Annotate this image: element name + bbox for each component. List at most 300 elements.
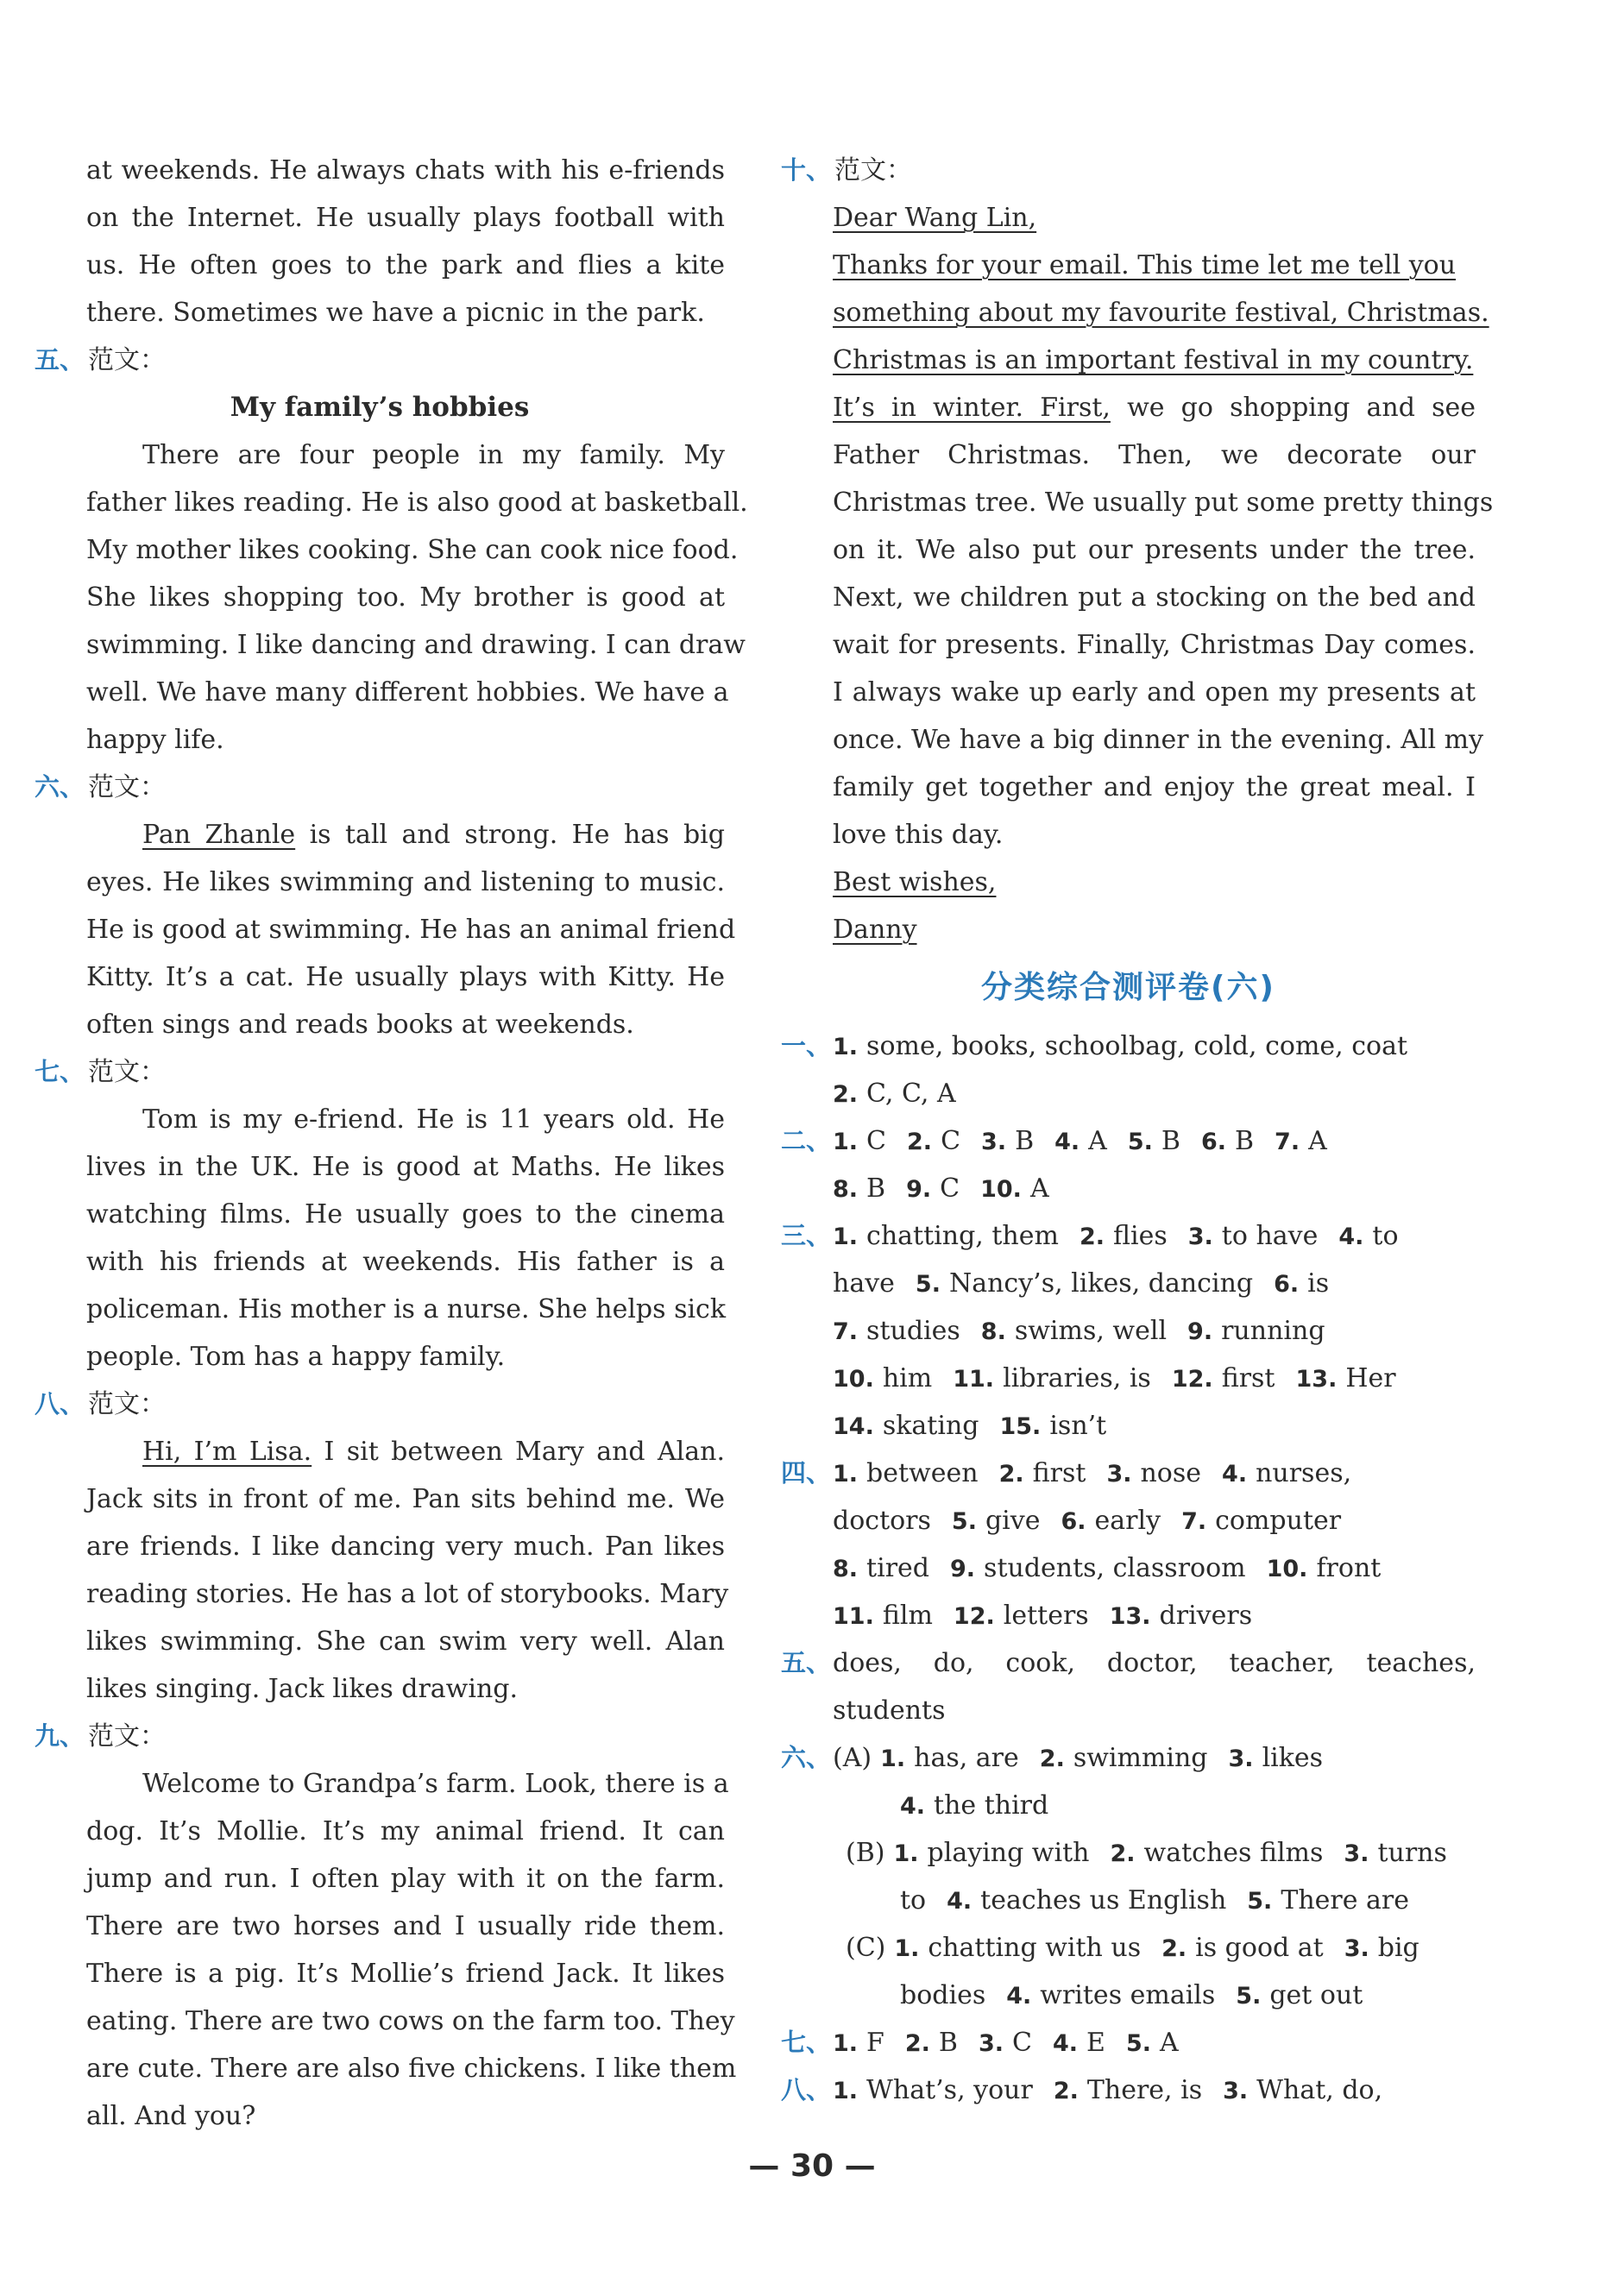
answer-line bbox=[781, 1260, 1476, 1307]
item-answer: writes emails bbox=[1040, 1980, 1216, 2010]
essay-line: He is good at swimming. He has an animal friend bbox=[86, 915, 736, 945]
item-answer: has, are bbox=[914, 1743, 1019, 1773]
item-number: 3. bbox=[981, 1129, 1007, 1155]
item-answer: early bbox=[1094, 1506, 1161, 1536]
q8-essay bbox=[35, 1475, 729, 1713]
answer-item bbox=[880, 1734, 1019, 1783]
item-number: 5. bbox=[1125, 2030, 1151, 2057]
item-number: 5. bbox=[1247, 1888, 1273, 1915]
answer-item bbox=[833, 1307, 960, 1356]
answer-item bbox=[1275, 1117, 1327, 1166]
answer-item bbox=[905, 2019, 958, 2067]
essay-line: us. He often goes to the park and flies a kite bbox=[86, 250, 725, 280]
q10-underlined-lines bbox=[781, 194, 1489, 384]
item-number: 1. bbox=[833, 1223, 859, 1250]
essay-line: There is a pig. It’s Mollie’s friend Jack. It likes bbox=[86, 1959, 725, 1989]
q7-essay bbox=[35, 1096, 725, 1381]
essay-line: people. Tom has a happy family. bbox=[86, 1342, 506, 1372]
answer-item bbox=[947, 1877, 1226, 1925]
item-answer: tired bbox=[866, 1553, 929, 1583]
answer-item bbox=[833, 1497, 931, 1544]
item-answer: film bbox=[882, 1601, 933, 1631]
page-number: — 30 — bbox=[748, 2148, 876, 2184]
item-number: 5. bbox=[915, 1271, 941, 1298]
item-number: 2. bbox=[1110, 1840, 1136, 1867]
item-number: 4. bbox=[1338, 1223, 1364, 1250]
item-answer: A bbox=[1159, 2028, 1179, 2058]
answer-line bbox=[781, 1165, 1476, 1212]
answer-item bbox=[1236, 1972, 1363, 2020]
answer-item bbox=[833, 1544, 929, 1593]
essay-line: Jack sits in front of me. Pan sits behind me. We bbox=[86, 1484, 725, 1514]
section-marker: 五、 bbox=[781, 1648, 832, 1677]
item-number: 3. bbox=[1344, 1840, 1369, 1867]
essay-line: eyes. He likes swimming and listening to music. bbox=[86, 867, 725, 897]
item-answer: B bbox=[866, 1173, 886, 1204]
answer-line bbox=[781, 1972, 1476, 2019]
q8-first-rest: I sit between Mary and Alan. bbox=[312, 1437, 725, 1467]
answer-item bbox=[1201, 1117, 1254, 1166]
q5-title: My family’s hobbies bbox=[230, 392, 530, 423]
part-label: (B) bbox=[846, 1838, 885, 1868]
answer-item bbox=[1274, 1260, 1329, 1308]
q10-first-line bbox=[781, 384, 1476, 431]
answer-item bbox=[1110, 1829, 1323, 1878]
q8-first-line bbox=[35, 1428, 725, 1475]
answer-item bbox=[833, 1592, 933, 1640]
answer-item bbox=[1296, 1355, 1396, 1403]
essay-line: likes swimming. She can swim very well. Alan bbox=[86, 1626, 725, 1657]
item-number: 2. bbox=[1079, 1223, 1105, 1250]
item-answer: E bbox=[1086, 2028, 1105, 2058]
item-number: 3. bbox=[1228, 1745, 1254, 1772]
answer-item bbox=[900, 1972, 985, 2019]
item-answer: There are bbox=[1281, 1885, 1410, 1915]
item-number: 9. bbox=[906, 1176, 932, 1203]
section-marker: 八、 bbox=[781, 2075, 832, 2104]
item-answer: chatting with us bbox=[928, 1933, 1142, 1963]
essay-line: family get together and enjoy the great meal. I bbox=[833, 772, 1476, 802]
sign-off: Best wishes, bbox=[833, 867, 997, 897]
underlined-text: something about my favourite festival, Christmas. bbox=[833, 298, 1489, 328]
essay-line: Christmas tree. We usually put some pretty things bbox=[833, 487, 1494, 518]
answer-line bbox=[781, 2019, 1476, 2066]
q10-first-rest: we go shopping and see bbox=[1110, 393, 1476, 423]
answer-item bbox=[833, 1070, 956, 1118]
answer-item bbox=[833, 1212, 1059, 1261]
item-answer: is bbox=[1307, 1268, 1330, 1299]
answer-line bbox=[781, 1307, 1476, 1355]
answer-item bbox=[1172, 1355, 1275, 1403]
item-number: 9. bbox=[950, 1556, 976, 1582]
item-number: 2. bbox=[1161, 1935, 1187, 1962]
answer-item bbox=[1040, 1734, 1208, 1783]
item-answer: swims, well bbox=[1014, 1316, 1168, 1346]
answer-item bbox=[981, 1117, 1034, 1166]
item-number: 2. bbox=[833, 1081, 859, 1108]
item-number: 1. bbox=[893, 1840, 919, 1867]
answer-item bbox=[833, 1165, 885, 1213]
essay-line: Father Christmas. Then, we decorate our bbox=[833, 440, 1476, 470]
answer-item bbox=[1106, 1450, 1201, 1498]
item-number: 4. bbox=[1054, 1129, 1080, 1155]
item-answer: front bbox=[1316, 1553, 1382, 1583]
answer-item bbox=[1006, 1972, 1215, 2020]
item-answer: give bbox=[985, 1506, 1041, 1536]
item-number: 8. bbox=[980, 1318, 1006, 1345]
item-answer: is good at bbox=[1195, 1933, 1324, 1963]
essay-line: all. And you? bbox=[86, 2101, 256, 2131]
item-answer: big bbox=[1377, 1933, 1419, 1963]
item-answer: What, do, bbox=[1256, 2075, 1383, 2105]
q9-label: 范文： bbox=[88, 1721, 166, 1752]
item-answer: libraries, is bbox=[1003, 1363, 1151, 1393]
item-answer: C bbox=[941, 1126, 961, 1156]
answer-line bbox=[781, 1544, 1476, 1592]
answer-item bbox=[900, 1782, 1048, 1830]
essay-line: reading stories. He has a lot of storybooks. Mary bbox=[86, 1579, 729, 1609]
answer-item bbox=[1061, 1497, 1161, 1545]
essay-line: policeman. His mother is a nurse. She helps sick bbox=[86, 1294, 727, 1324]
essay-line: likes singing. Jack likes drawing. bbox=[86, 1674, 519, 1704]
answer-item bbox=[833, 1117, 886, 1166]
item-number: 7. bbox=[1275, 1129, 1300, 1155]
item-number: 10. bbox=[1266, 1556, 1308, 1582]
section-marker: 七、 bbox=[781, 2028, 832, 2057]
answer-item bbox=[1181, 1497, 1341, 1545]
item-number: 4. bbox=[1222, 1461, 1248, 1488]
essay-line: well. We have many different hobbies. We have a bbox=[86, 677, 729, 708]
item-answer: skating bbox=[882, 1411, 979, 1441]
q6-essay bbox=[35, 859, 736, 1048]
essay-line: She likes shopping too. My brother is good at bbox=[86, 582, 725, 613]
essay-line: dog. It’s Mollie. It’s my animal friend. It can bbox=[86, 1816, 725, 1846]
q7-marker: 七、 bbox=[35, 1057, 85, 1086]
item-number: 3. bbox=[1223, 2078, 1249, 2104]
answer-item bbox=[1187, 1307, 1325, 1356]
item-answer: computer bbox=[1215, 1506, 1342, 1536]
item-number: 1. bbox=[833, 1034, 859, 1060]
item-number: 10. bbox=[980, 1176, 1022, 1203]
answer-line bbox=[781, 1829, 1476, 1877]
answer-text: does, do, cook, doctor, teacher, teaches, bbox=[833, 1648, 1476, 1678]
essay-line: I always wake up early and open my presents at bbox=[833, 677, 1476, 708]
item-answer: some, books, schoolbag, cold, come, coat bbox=[866, 1031, 1408, 1061]
letter-line bbox=[781, 289, 1489, 337]
essay-line: wait for presents. Finally, Christmas Day comes. bbox=[833, 630, 1476, 660]
essay-line: Next, we children put a stocking on the bed and bbox=[833, 582, 1476, 613]
section-marker: 一、 bbox=[781, 1031, 832, 1060]
item-answer: B bbox=[1161, 1126, 1180, 1156]
answer-item bbox=[1188, 1212, 1319, 1261]
answer-item bbox=[981, 1307, 1167, 1356]
answer-line bbox=[781, 1117, 1476, 1165]
essay-line: often sings and reads books at weekends. bbox=[86, 1010, 634, 1040]
item-answer: nurses, bbox=[1256, 1458, 1352, 1488]
item-number: 1. bbox=[894, 1935, 920, 1962]
item-number: 8. bbox=[833, 1556, 859, 1582]
part-label: (A) bbox=[833, 1743, 872, 1773]
answer-line bbox=[781, 1497, 1476, 1544]
item-answer: What’s, your bbox=[866, 2075, 1033, 2105]
essay-line: swimming. I like dancing and drawing. I can draw bbox=[86, 630, 746, 660]
q6-header bbox=[35, 764, 725, 811]
essay-line: Welcome to Grandpa’s farm. Look, there is a bbox=[142, 1769, 729, 1799]
letter-line bbox=[781, 194, 1476, 242]
answer-item bbox=[954, 1592, 1089, 1640]
answer-item bbox=[907, 1117, 960, 1166]
essay-line: love this day. bbox=[833, 820, 1004, 850]
item-number: 6. bbox=[1061, 1508, 1086, 1535]
answer-item bbox=[1338, 1212, 1398, 1261]
answer-item bbox=[1053, 2019, 1105, 2067]
q6-first-rest: is tall and strong. He has big bbox=[295, 820, 725, 850]
item-answer: C, C, A bbox=[866, 1079, 956, 1109]
q5-essay bbox=[35, 431, 748, 764]
essay-line: father likes reading. He is also good at basketball. bbox=[86, 487, 748, 518]
item-answer: to bbox=[900, 1885, 927, 1915]
q10-first-underlined: It’s in winter. First, bbox=[833, 393, 1111, 423]
item-answer: bodies bbox=[900, 1980, 986, 2010]
item-number: 1. bbox=[833, 2030, 859, 2057]
item-number: 13. bbox=[1109, 1603, 1151, 1630]
item-answer: A bbox=[1029, 1173, 1049, 1204]
item-answer: playing with bbox=[927, 1838, 1090, 1868]
answer-line bbox=[781, 1070, 1476, 1117]
item-answer: chatting, them bbox=[866, 1221, 1059, 1251]
closing-line bbox=[781, 906, 1476, 953]
item-number: 1. bbox=[880, 1745, 906, 1772]
answer-item bbox=[833, 1260, 895, 1307]
item-answer: F bbox=[866, 2028, 884, 2058]
q9-marker: 九、 bbox=[35, 1721, 85, 1751]
item-answer: drivers bbox=[1159, 1601, 1253, 1631]
closing-line bbox=[781, 859, 1476, 906]
item-answer: flies bbox=[1112, 1221, 1168, 1251]
q8-header bbox=[35, 1381, 725, 1428]
q9-essay bbox=[35, 1760, 737, 2140]
q7-label: 范文： bbox=[88, 1057, 166, 1087]
q8-marker: 八、 bbox=[35, 1389, 85, 1418]
answer-item bbox=[1054, 1117, 1107, 1166]
essay-line: eating. There are two cows on the farm too. They bbox=[86, 2006, 735, 2036]
answer-item bbox=[980, 1165, 1049, 1213]
item-answer: swimming bbox=[1073, 1743, 1208, 1773]
part-label: (C) bbox=[846, 1933, 886, 1963]
item-number: 10. bbox=[833, 1366, 874, 1393]
answer-item bbox=[1222, 1450, 1351, 1498]
item-answer: first bbox=[1032, 1458, 1086, 1488]
answer-line bbox=[781, 1450, 1476, 1497]
item-number: 1. bbox=[833, 2078, 859, 2104]
item-answer: C bbox=[1012, 2028, 1032, 2058]
q6-marker: 六、 bbox=[35, 772, 85, 802]
section-marker: 四、 bbox=[781, 1458, 832, 1488]
item-answer: likes bbox=[1262, 1743, 1324, 1773]
essay-line: Tom is my e-friend. He is 11 years old. He bbox=[142, 1104, 725, 1135]
answer-item bbox=[1229, 1734, 1324, 1783]
item-answer: nose bbox=[1140, 1458, 1202, 1488]
item-number: 12. bbox=[953, 1603, 995, 1630]
answer-item bbox=[906, 1165, 960, 1213]
item-number: 11. bbox=[953, 1366, 995, 1393]
essay-line: on the Internet. He usually plays football with bbox=[86, 203, 725, 233]
item-number: 3. bbox=[1187, 1223, 1213, 1250]
item-answer: B bbox=[1234, 1126, 1255, 1156]
essay-line: with his friends at weekends. His father is a bbox=[86, 1247, 725, 1277]
letter-line bbox=[781, 337, 1476, 384]
answer-item bbox=[894, 1924, 1141, 1972]
q6-first-line bbox=[35, 811, 725, 859]
item-answer: first bbox=[1221, 1363, 1275, 1393]
underlined-text: Thanks for your email. This time let me tell you bbox=[833, 250, 1457, 280]
answer-line bbox=[781, 1639, 1476, 1687]
item-number: 5. bbox=[951, 1508, 977, 1535]
item-answer: Her bbox=[1345, 1363, 1396, 1393]
q10-closing bbox=[781, 859, 1476, 953]
item-number: 3. bbox=[1344, 1935, 1369, 1962]
item-answer: teaches us English bbox=[980, 1885, 1227, 1915]
answer-line bbox=[781, 1924, 1476, 1972]
q5-marker: 五、 bbox=[35, 345, 85, 374]
answer-item bbox=[833, 1450, 979, 1498]
answer-item bbox=[1161, 1924, 1324, 1972]
answer-line bbox=[781, 1734, 1476, 1782]
section-marker: 三、 bbox=[781, 1221, 832, 1250]
q8-greeting: Hi, I’m Lisa. bbox=[142, 1437, 312, 1467]
essay-line: There are two horses and I usually ride them. bbox=[86, 1911, 725, 1941]
answer-item bbox=[1247, 1877, 1409, 1925]
underlined-text: Dear Wang Lin, bbox=[833, 203, 1037, 233]
item-number: 1. bbox=[833, 1129, 859, 1155]
item-answer: B bbox=[1015, 1126, 1035, 1156]
item-number: 2. bbox=[1053, 2078, 1079, 2104]
item-number: 8. bbox=[833, 1176, 859, 1203]
answer-item bbox=[999, 1402, 1106, 1450]
item-number: 3. bbox=[978, 2030, 1004, 2057]
answer-item bbox=[952, 1497, 1041, 1545]
essay-line: there. Sometimes we have a picnic in the park. bbox=[86, 298, 705, 328]
item-answer: get out bbox=[1269, 1980, 1363, 2010]
q10-marker: 十、 bbox=[781, 155, 832, 185]
section-marker: 六、 bbox=[781, 1743, 832, 1772]
item-answer: letters bbox=[1003, 1601, 1089, 1631]
section-title: 分类综合测评卷(六) bbox=[981, 970, 1275, 1005]
answer-line bbox=[781, 1877, 1476, 1924]
item-number: 7. bbox=[833, 1318, 859, 1345]
item-answer: the third bbox=[934, 1790, 1049, 1821]
answer-item bbox=[953, 1355, 1151, 1403]
item-number: 9. bbox=[1187, 1318, 1213, 1345]
letter-line bbox=[781, 242, 1476, 289]
answer-item bbox=[1110, 1592, 1252, 1640]
essay-line: once. We have a big dinner in the evening. All my bbox=[833, 725, 1484, 755]
answer-line bbox=[781, 1022, 1476, 1070]
answer-item bbox=[833, 2019, 884, 2067]
underlined-text: Christmas is an important festival in my country. bbox=[833, 345, 1474, 375]
q7-header bbox=[35, 1048, 725, 1096]
item-number: 4. bbox=[1052, 2030, 1079, 2057]
intro-paragraph bbox=[35, 147, 725, 337]
item-number: 5. bbox=[1236, 1983, 1262, 2010]
right-column bbox=[781, 147, 1494, 2114]
answer-item bbox=[1223, 2066, 1382, 2115]
answer-line bbox=[781, 1592, 1476, 1639]
item-number: 4. bbox=[900, 1793, 926, 1820]
item-answer: running bbox=[1221, 1316, 1325, 1346]
item-number: 2. bbox=[998, 1461, 1024, 1488]
signature-name: Danny bbox=[833, 915, 917, 945]
item-number: 5. bbox=[1127, 1129, 1153, 1155]
section-marker: 二、 bbox=[781, 1126, 832, 1155]
item-number: 2. bbox=[1039, 1745, 1065, 1772]
item-answer: A bbox=[1308, 1126, 1327, 1156]
answer-item bbox=[916, 1260, 1253, 1308]
item-number: 3. bbox=[1106, 1461, 1132, 1488]
answer-text: students bbox=[833, 1695, 946, 1726]
essay-line: at weekends. He always chats with his e-friends bbox=[86, 155, 725, 186]
answer-item bbox=[833, 1022, 1407, 1071]
answer-item bbox=[979, 2019, 1032, 2067]
q10-header bbox=[781, 147, 1476, 194]
answer-line bbox=[781, 1212, 1476, 1260]
answer-item bbox=[1054, 2066, 1202, 2115]
item-answer: B bbox=[938, 2028, 958, 2058]
q6-label: 范文： bbox=[88, 772, 166, 802]
item-answer: to bbox=[1372, 1221, 1399, 1251]
item-answer: to have bbox=[1221, 1221, 1319, 1251]
q5-label: 范文： bbox=[88, 345, 166, 375]
item-answer: between bbox=[866, 1458, 979, 1488]
answer-item bbox=[1128, 1117, 1180, 1166]
item-answer: doctors bbox=[833, 1506, 931, 1536]
essay-line: jump and run. I often play with it on the farm. bbox=[86, 1864, 725, 1894]
essay-line: on it. We also put our presents under the tree. bbox=[833, 535, 1476, 565]
item-number: 14. bbox=[833, 1413, 874, 1440]
essay-line: are friends. I like dancing very much. Pan likes bbox=[86, 1532, 725, 1562]
item-answer: watches films bbox=[1143, 1838, 1324, 1868]
item-answer: turns bbox=[1377, 1838, 1447, 1868]
q6-name: Pan Zhanle bbox=[142, 820, 296, 850]
essay-line: are cute. There are also five chickens. I like them bbox=[86, 2054, 737, 2084]
answer-item bbox=[833, 2066, 1033, 2115]
q8-label: 范文： bbox=[88, 1389, 166, 1419]
essay-line: Kitty. It’s a cat. He usually plays with Kitty. He bbox=[86, 962, 725, 992]
answer-item bbox=[1080, 1212, 1168, 1261]
item-number: 11. bbox=[833, 1603, 874, 1630]
item-number: 13. bbox=[1295, 1366, 1338, 1393]
q5-header bbox=[35, 337, 725, 384]
answer-item bbox=[833, 1402, 979, 1450]
q10-letter-body bbox=[781, 431, 1494, 859]
essay-line: lives in the UK. He is good at Maths. He likes bbox=[86, 1152, 725, 1182]
item-answer: students, classroom bbox=[984, 1553, 1246, 1583]
answer-item bbox=[833, 1355, 932, 1403]
answer-item bbox=[1267, 1544, 1382, 1593]
answer-line bbox=[781, 1402, 1476, 1450]
essay-line: watching films. He usually goes to the cinema bbox=[86, 1199, 725, 1230]
answer-item bbox=[1344, 1829, 1446, 1878]
item-answer: have bbox=[833, 1268, 895, 1299]
answer-item bbox=[893, 1829, 1089, 1878]
essay-line: My mother likes cooking. She can cook nice food. bbox=[86, 535, 739, 565]
answer-line bbox=[781, 1687, 1476, 1734]
item-number: 4. bbox=[947, 1888, 973, 1915]
item-answer: him bbox=[882, 1363, 933, 1393]
q10-label: 范文： bbox=[834, 155, 912, 186]
item-number: 6. bbox=[1274, 1271, 1300, 1298]
answer-item bbox=[1126, 2019, 1179, 2067]
